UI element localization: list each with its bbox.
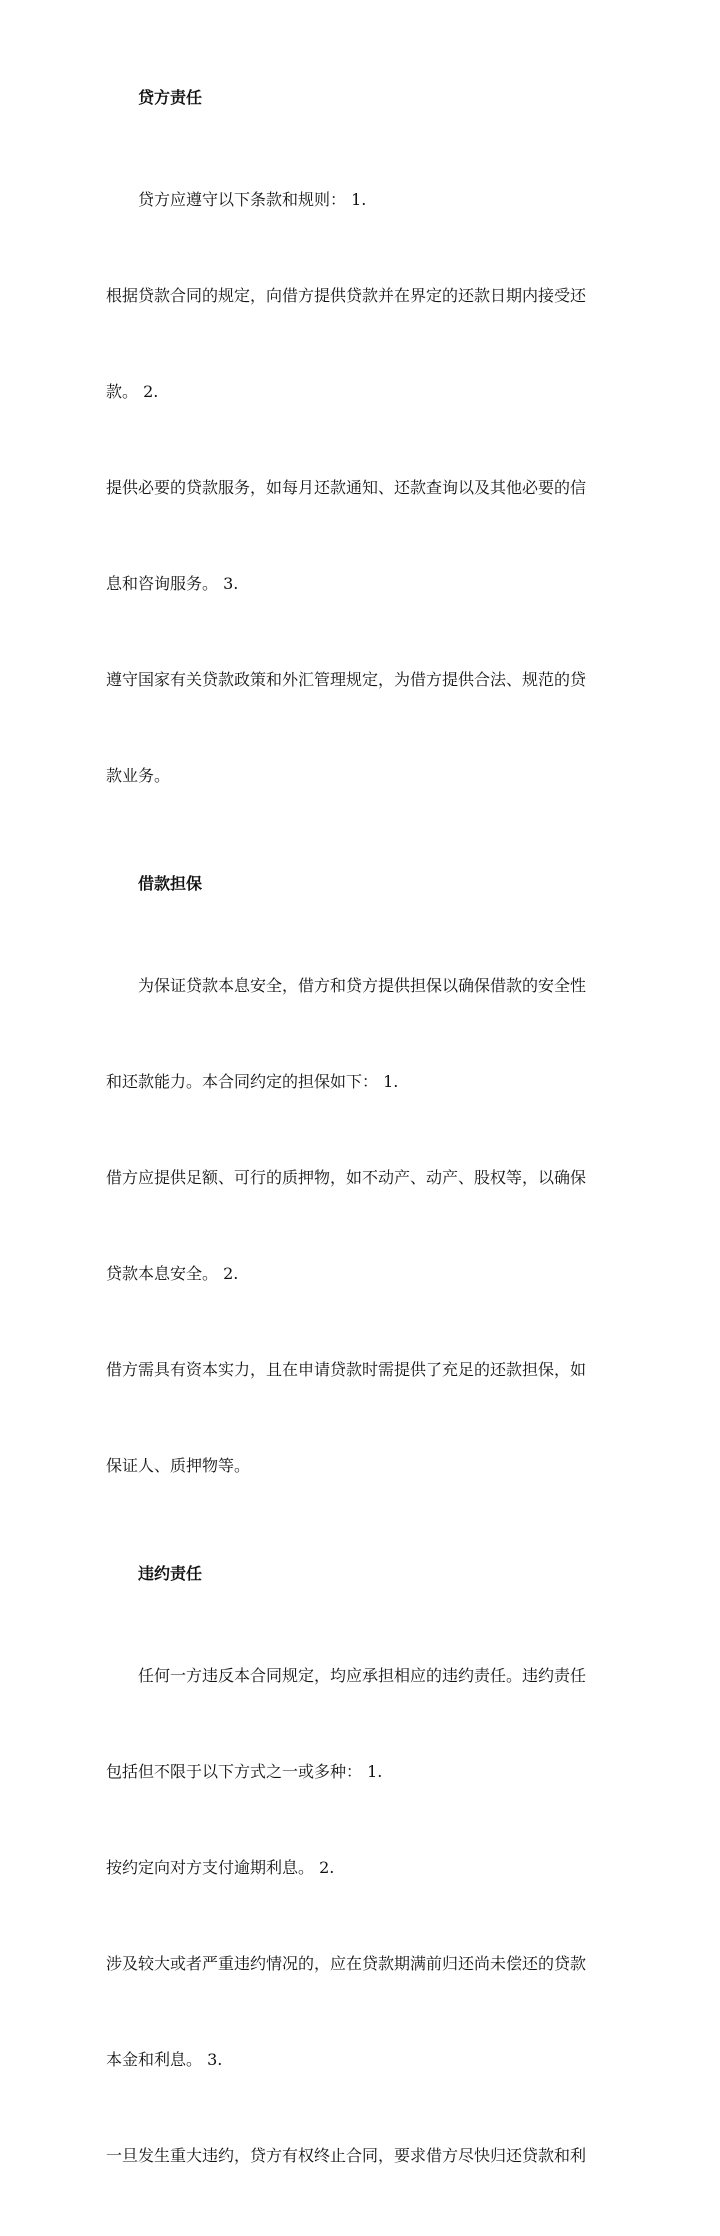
text-line: 款。 2. bbox=[106, 382, 159, 401]
section-body bbox=[106, 120, 614, 856]
document-content bbox=[106, 82, 614, 2236]
text-line: 息和咨询服务。 3. bbox=[106, 574, 239, 593]
section-heading: 借款担保 bbox=[138, 874, 203, 893]
text-line: 和还款能力。本合同约定的担保如下： 1. bbox=[106, 1072, 399, 1091]
text-line: 一旦发生重大违约，贷方有权终止合同，要求借方尽快归还贷款和利 bbox=[106, 2146, 587, 2165]
text-line: 遵守国家有关贷款政策和外汇管理规定，为借方提供合法、规范的贷 bbox=[106, 670, 587, 689]
text-line: 借方应提供足额、可行的质押物，如不动产、动产、股权等，以确保 bbox=[106, 1168, 587, 1187]
section-lender-responsibility bbox=[106, 82, 614, 856]
text-line: 贷方应遵守以下条款和规则： 1. bbox=[138, 190, 367, 209]
text-line: 借方需具有资本实力，且在申请贷款时需提供了充足的还款担保，如 bbox=[106, 1360, 587, 1379]
section-heading: 违约责任 bbox=[138, 1564, 203, 1583]
section-heading: 贷方责任 bbox=[138, 88, 203, 107]
text-line: 任何一方违反本合同规定，均应承担相应的违约责任。违约责任 bbox=[138, 1666, 587, 1685]
section-gap bbox=[106, 1546, 614, 1558]
text-line: 为保证贷款本息安全，借方和贷方提供担保以确保借款的安全性 bbox=[138, 976, 587, 995]
text-line: 按约定向对方支付逾期利息。 2. bbox=[106, 1858, 335, 1877]
section-body bbox=[106, 1596, 614, 2236]
text-line: 款业务。 bbox=[106, 766, 171, 785]
text-line: 根据贷款合同的规定，向借方提供贷款并在界定的还款日期内接受还 bbox=[106, 286, 587, 305]
text-line: 包括但不限于以下方式之一或多种： 1. bbox=[106, 1762, 383, 1781]
section-breach-liability bbox=[106, 1558, 614, 2236]
section-body bbox=[106, 906, 614, 1546]
text-line: 保证人、质押物等。 bbox=[106, 1456, 251, 1475]
text-line: 涉及较大或者严重违约情况的，应在贷款期满前归还尚未偿还的贷款 bbox=[106, 1954, 587, 1973]
section-loan-guarantee bbox=[106, 868, 614, 1546]
text-line: 贷款本息安全。 2. bbox=[106, 1264, 239, 1283]
section-gap bbox=[106, 856, 614, 868]
text-line: 本金和利息。 3. bbox=[106, 2050, 223, 2069]
text-line: 提供必要的贷款服务，如每月还款通知、还款查询以及其他必要的信 bbox=[106, 478, 587, 497]
